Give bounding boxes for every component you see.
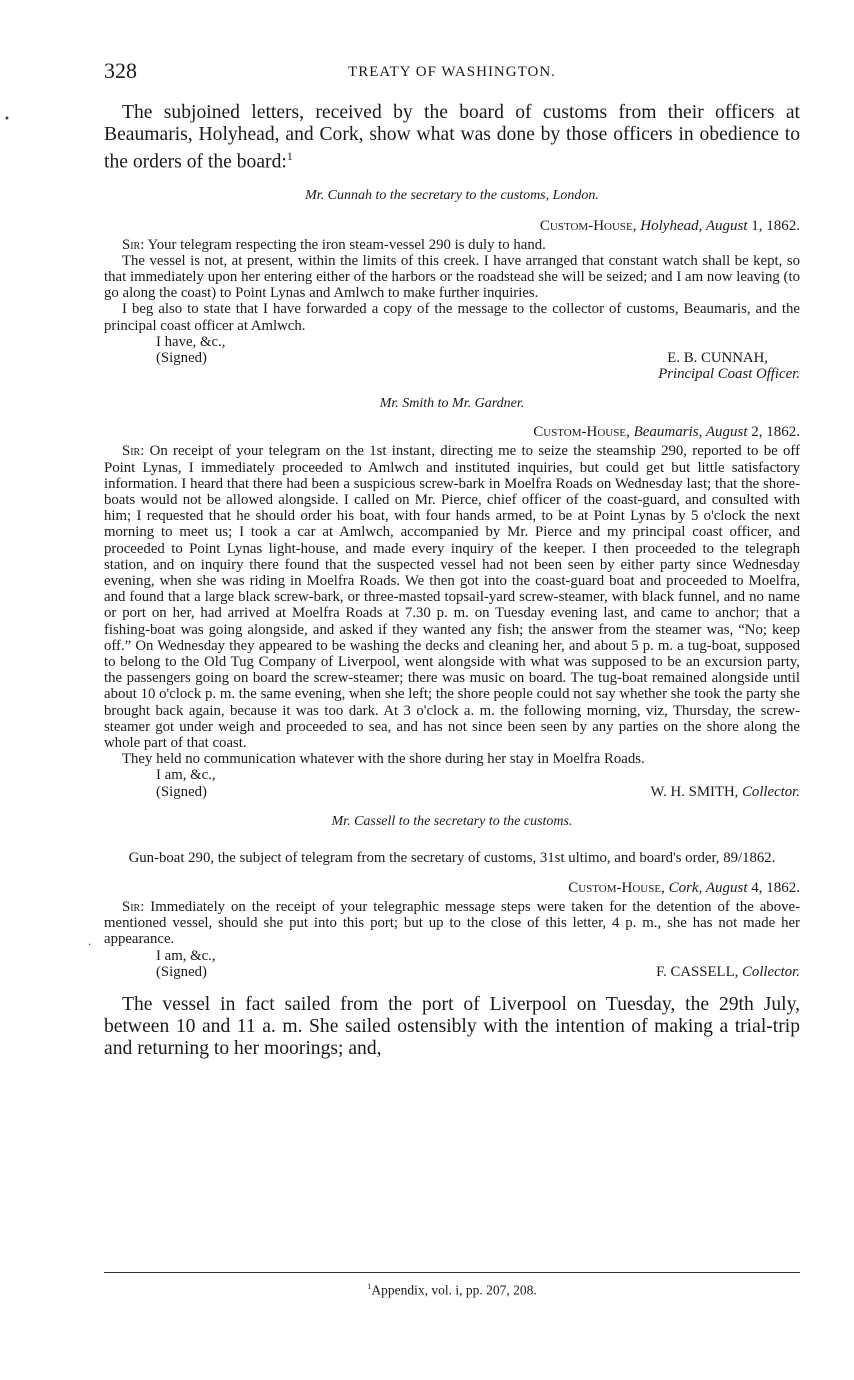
letter-dateline: [104, 424, 800, 441]
page-number: 328: [104, 58, 137, 83]
letter-paragraph: I beg also to state that I have forwarded a copy of the message to the collector of customs, Beaumaris, and the principal coast officer at Amlwch.: [104, 301, 800, 334]
footnote-text: Appendix, vol. i, pp. 207, 208.: [371, 1282, 537, 1298]
footnote-marker: 1: [367, 1282, 372, 1291]
letter-closing: I have, &c.,: [156, 333, 226, 350]
letter-paragraph: [104, 237, 800, 253]
salutation: Sir:: [122, 236, 145, 253]
dateline-place: Custom-House,: [568, 880, 665, 897]
letter-dateline: [104, 218, 800, 235]
closing-paragraph: The vessel in fact sailed from the port of Liverpool on Tuesday, the 29th July, between 10 and 11 a. m. She sailed ostensibly with the intention of making a trial-trip and returning to her moorings; and,: [104, 994, 800, 1060]
dateline-location: Beaumaris, August: [633, 424, 748, 441]
page-header: [104, 58, 800, 88]
letter-subject: Gun-boat 290, the subject of telegram from the secretary of customs, 31st ultimo, and board's order, 89/1862.: [128, 849, 776, 866]
footnote-divider: [104, 1272, 800, 1273]
dateline-date: 4, 1862.: [751, 880, 800, 897]
signature-title: Collector.: [742, 963, 800, 980]
letter-heading: Mr. Cunnah to the secretary to the customs, London.: [305, 187, 599, 203]
signature-block: [656, 964, 800, 980]
signature-title: Collector.: [742, 783, 800, 800]
salutation: Sir:: [122, 899, 145, 916]
dateline-place: Custom-House,: [539, 217, 637, 234]
dateline-place: Custom-House,: [533, 424, 630, 441]
signature-title: Principal Coast Officer.: [658, 366, 800, 383]
page-body: [104, 102, 800, 1060]
letter-dateline: [104, 880, 800, 897]
signature-name: F. CASSELL,: [656, 963, 739, 980]
running-title: TREATY OF WASHINGTON.: [348, 64, 556, 80]
signature-name: W. H. SMITH,: [650, 783, 739, 800]
signed-label: (Signed): [156, 349, 207, 366]
footnote-ref: 1: [286, 150, 293, 163]
dateline-date: 1, 1862.: [751, 217, 800, 234]
salutation: Sir:: [122, 443, 145, 460]
letter-paragraph: They held no communication whatever with the shore during her stay in Moelfra Roads.: [122, 751, 645, 768]
margin-dot: •: [4, 114, 10, 125]
signature-row: [104, 964, 800, 980]
letter-heading: Mr. Cassell to the secretary to the customs.: [331, 813, 573, 829]
intro-paragraph: [104, 102, 800, 174]
letter-closing: I am, &c.,: [156, 947, 216, 964]
letter-paragraph: [104, 443, 800, 751]
signature-block: [651, 784, 800, 800]
letter-heading: Mr. Smith to Mr. Gardner.: [379, 396, 525, 412]
signature-row: [104, 784, 800, 800]
footnote: [104, 1282, 800, 1299]
signature-row: [104, 350, 800, 366]
dateline-date: 2, 1862.: [751, 424, 800, 441]
letter-paragraph: The vessel is not, at present, within the limits of this creek. I have arranged that constant watch shall be kept, so that immediately upon her entering either of the harbors or the roadstead she will be seized; and I am now leaving (to go along the coast) to Point Lynas and Amlwch to make further inquiries.: [104, 252, 800, 302]
paragraph-text: Immediately on the receipt of your telegraphic message steps were taken for the detention of the above-mentioned vessel, should she put into this port; but up to the close of this letter, 4 p. m., she has not made her appearance.: [104, 899, 800, 948]
signed-label: (Signed): [156, 963, 207, 980]
paragraph-text: On receipt of your telegram on the 1st instant, directing me to seize the steamship 290, reported to be off Point Lynas, I immediately proceeded to Amlwch and instituted inquiries, but could get but little satisfactory information. I heard that there had been a suspicious screw-bark in Moelfra Roads on Wednesday last; that the shore-boats would not be allowed alongside. I called on Mr. Pierce, chief officer of the coast-guard, and consulted with him; I requested that he should order his boat, with four hands armed, to be at Point Lynas by 5 o'clock the next morning to meet us; I took a car at Amlwch, accompanied by Mr. Pierce and my principal coast officer, and proceeded to Point Lynas light-house, and made every inquiry of the keeper. I then proceeded to the telegraph station, and on inquiry there found that the suspected vessel had not been seen by either party since Wednesday evening, when she was riding in Moelfra Roads. We then got into the coast-guard boat and proceeded to Moelfra, and found that a large black screw-bark, or three-masted topsail-yard screw-steamer, with black funnel, and no name or port on her, had arrived at Moelfra Roads at 7.30 p. m. on Tuesday evening last, and came to anchor; that a fishing-boat was going alongside, and asked if they wanted any fish; the answer from the steamer was, “No; keep off.” On Wednesday they appeared to be washing the decks and cleaning her, and about 5 p. m. a tug-boat, supposed to belong to the Old Tug Company of Liverpool, went alongside with what was supposed to be an excursion party, the passengers going on board the screw-steamer; there was music on board. The tug-boat remained alongside until about 10 o'clock p. m. the same evening, when she left; the shore people could not say whether she took the party she brought back again, because it was too dark. At 3 o'clock a. m. the following morning, viz, Thursday, the screw-steamer got under weigh and proceeded to sea, and has not since been seen by any parties on the shore along the whole part of that coast.: [104, 443, 800, 752]
letter-paragraph: [104, 899, 800, 948]
letter-closing: I am, &c.,: [156, 767, 216, 784]
signature-name: E. B. CUNNAH,: [667, 349, 768, 366]
signed-label: (Signed): [156, 783, 207, 800]
dateline-location: Holyhead, August: [640, 217, 748, 234]
dateline-location: Cork, August: [668, 880, 748, 897]
intro-text: The subjoined letters, received by the board of customs from their officers at Beaumaris, Holyhead, and Cork, show what was done by those officers in obedience to the orders of the board:: [104, 102, 800, 173]
margin-dot: ·: [88, 940, 92, 951]
paragraph-text: Your telegram respecting the iron steam-vessel 290 is duly to hand.: [147, 236, 546, 253]
